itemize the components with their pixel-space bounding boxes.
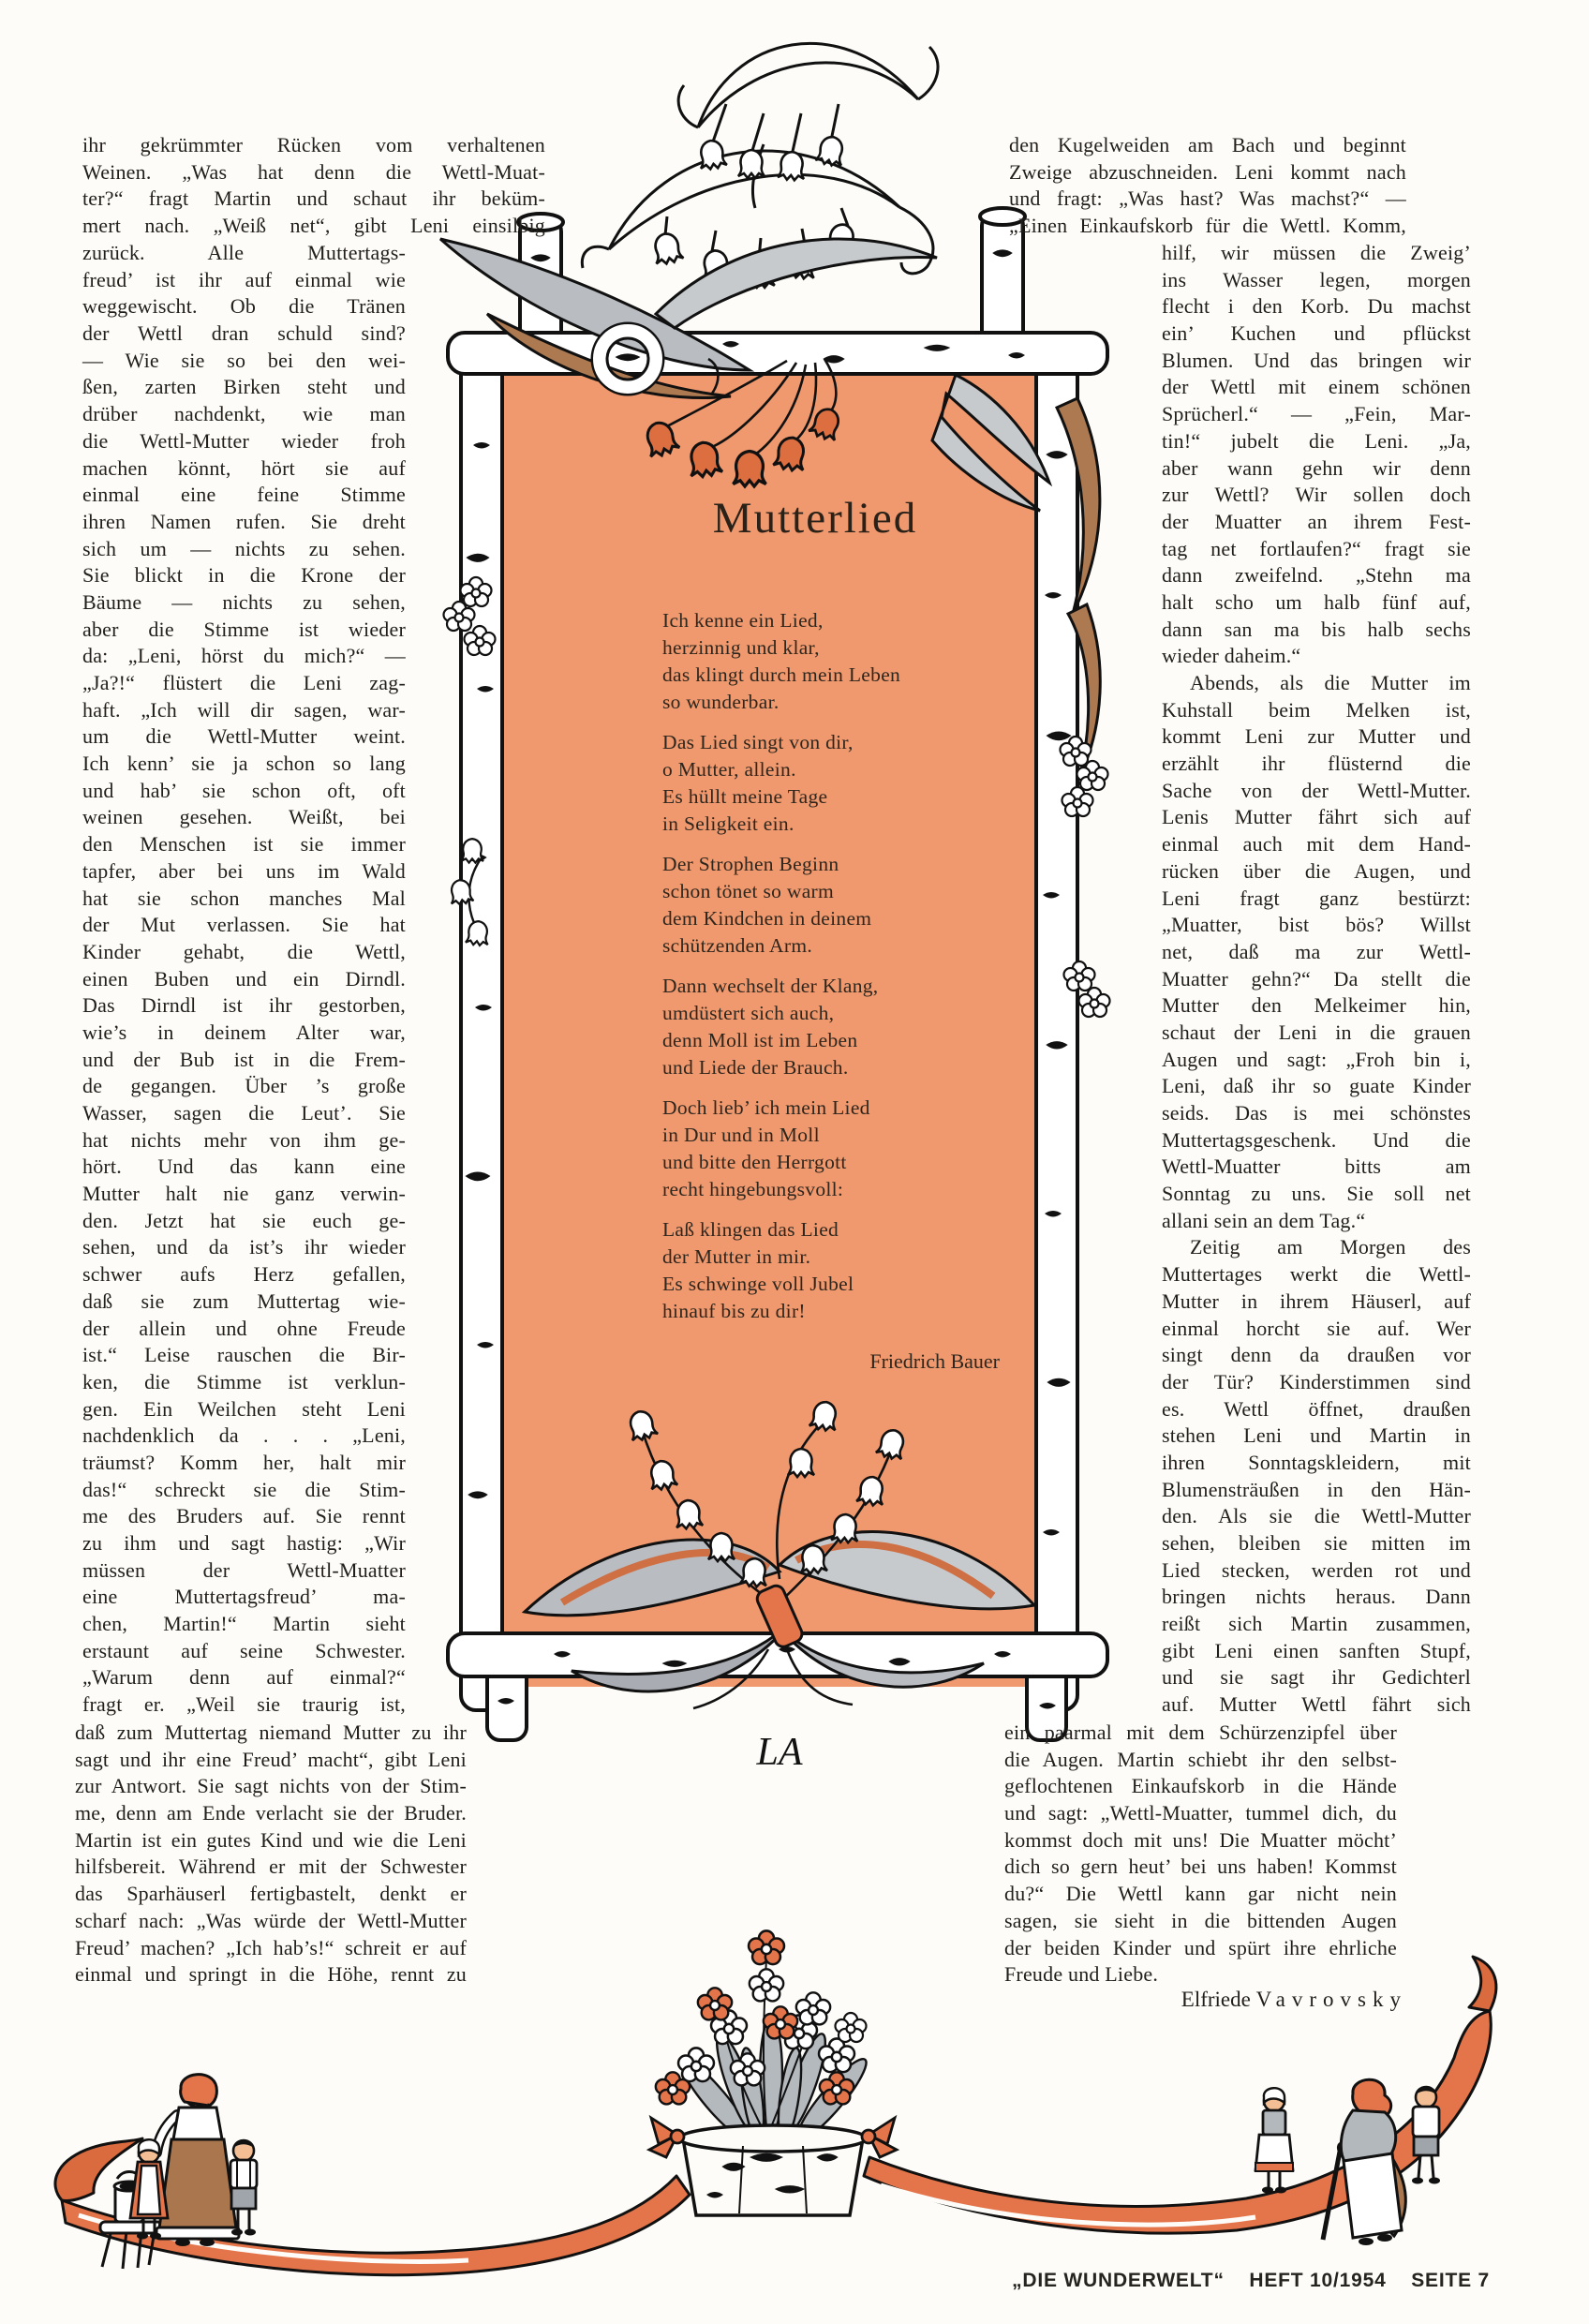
text-line: dich so gern heut’ bei uns haben! Kommst bbox=[1004, 1855, 1397, 1879]
text-line: einen Buben und ein Dirndl. bbox=[82, 966, 406, 991]
text-line: Lied stecken, werden rot und bbox=[1162, 1557, 1471, 1582]
text-line: Freude und Liebe. bbox=[1004, 1962, 1159, 1987]
story-author bbox=[1004, 1988, 1407, 2012]
text-line: der Wettl dran schuld sind? bbox=[82, 321, 406, 346]
text-line: träumst? Komm her, halt mir bbox=[82, 1450, 406, 1474]
text-line: „Einen Einkaufskorb für die Wettl. Komm, bbox=[1009, 214, 1406, 238]
text-line: Sprücherl.“ — „Fein, Mar- bbox=[1162, 402, 1471, 426]
footer-issue: HEFT 10/1954 bbox=[1249, 2270, 1387, 2291]
text-line: rücken über die Augen, und bbox=[1162, 858, 1471, 883]
text-line: dann zweifelnd. „Stehn ma bbox=[1162, 563, 1471, 588]
text-line: sehen, bleiben sie mitten im bbox=[1162, 1531, 1471, 1555]
text-line: ins Wasser legen, morgen bbox=[1162, 267, 1471, 291]
poem-line: Das Lied singt von dir, bbox=[662, 731, 854, 753]
text-line: Martin ist ein gutes Kind und wie die Leni bbox=[75, 1827, 467, 1852]
text-line: Kinder gehabt, die Wettl, bbox=[82, 939, 406, 963]
text-line: Sonntag zu uns. Sie soll net bbox=[1162, 1182, 1471, 1206]
text-line: Wasser, sagen die Leut’. Sie bbox=[82, 1101, 406, 1125]
text-line: freud’ ist ihr auf einmal wie bbox=[82, 267, 406, 291]
text-line: Mutter in ihrem Häuserl, auf bbox=[1162, 1289, 1471, 1313]
text-line: reißt sich Martin zusammen, bbox=[1162, 1612, 1471, 1636]
text-line: Augen und sagt: „Froh bin i, bbox=[1162, 1047, 1471, 1071]
footer-magazine-title: „DIE WUNDERWELT“ bbox=[1012, 2270, 1225, 2291]
text-line: schwer aufs Herz gefallen, bbox=[82, 1262, 406, 1287]
text-line: nachdenklich da . . . „Leni, bbox=[82, 1423, 406, 1448]
text-line: me, denn am Ende verlacht sie der Bruder. bbox=[75, 1801, 467, 1825]
text-line: einmal eine feine Stimme bbox=[82, 483, 406, 507]
story-author-last: Vavrovsky bbox=[1255, 1988, 1407, 2011]
poem-line: in Seligkeit ein. bbox=[662, 812, 794, 835]
text-line: und hab’ sie schon oft, oft bbox=[82, 778, 406, 802]
text-line: geflochtenen Einkaufskorb in die Hände bbox=[1004, 1774, 1397, 1798]
text-line: erzählt ihr flüsternd die bbox=[1162, 752, 1471, 776]
text-line: Leni fragt ganz bestürzt: bbox=[1162, 886, 1471, 910]
text-line: weggewischt. Ob die Tränen bbox=[82, 294, 406, 319]
text-line: singt denn da draußen vor bbox=[1162, 1343, 1471, 1367]
text-line: Freud’ machen? „Ich hab’s!“ schreit er auf bbox=[75, 1935, 467, 1959]
text-line: zur Antwort. Sie sagt nichts von der Stim- bbox=[75, 1774, 467, 1798]
text-line: ihren Namen rufen. Sie dreht bbox=[82, 509, 406, 533]
text-line: Leni, daß ihr so guate Kinder bbox=[1162, 1074, 1471, 1098]
text-line: das!“ schreckt sie die Stim- bbox=[82, 1477, 406, 1501]
text-line: eine Muttertagsfreud’ ma- bbox=[82, 1585, 406, 1609]
text-line: kommst doch mit uns! Die Muatter möcht’ bbox=[1004, 1827, 1397, 1852]
text-line: Sie blickt in die Krone der bbox=[82, 563, 406, 588]
poem-line: der Mutter in mir. bbox=[662, 1245, 811, 1268]
text-line: sehen, und da ist’s ihr wieder bbox=[82, 1235, 406, 1259]
poem-line: Dann wechselt der Klang, bbox=[662, 975, 879, 997]
poem-line: so wunderbar. bbox=[662, 691, 780, 713]
poem-stanza bbox=[662, 607, 1002, 716]
text-line: zur Wettl? Wir sollen doch bbox=[1162, 483, 1471, 507]
grandmother-figure bbox=[1323, 2079, 1405, 2245]
text-line: gen. Ein Weilchen steht Leni bbox=[82, 1396, 406, 1421]
poem-author: Friedrich Bauer bbox=[869, 1349, 1000, 1373]
text-line: schaut der Leni in die grauen bbox=[1162, 1020, 1471, 1044]
text-line: und fragt: „Was hast? Was machst?“ — bbox=[1009, 186, 1406, 211]
text-line: haft. „Ich will dir sagen, war- bbox=[82, 697, 406, 722]
poem-stanza bbox=[662, 1216, 1002, 1325]
text-line: der Muatter an ihrem Fest- bbox=[1162, 509, 1471, 533]
text-line: hat sie schon manches Mal bbox=[82, 886, 406, 910]
text-line: Abends, als die Mutter im bbox=[1190, 671, 1471, 694]
page-footer bbox=[661, 2270, 1490, 2292]
text-line: ihren Sonntagskleidern, mit bbox=[1162, 1450, 1471, 1474]
text-line: Zweige abzuschneiden. Leni kommt nach bbox=[1009, 159, 1406, 184]
text-line: erstaunt auf seine Schwester. bbox=[82, 1638, 406, 1662]
text-line: den. Jetzt hat sie euch ge- bbox=[82, 1208, 406, 1232]
text-line: auf. Mutter Wettl fährt sich bbox=[1162, 1692, 1471, 1717]
text-line: und der Bub ist in die Frem- bbox=[82, 1047, 406, 1071]
text-line: zurück. Alle Muttertags- bbox=[82, 241, 406, 264]
poem-body bbox=[662, 607, 1002, 1338]
text-line: es. Wettl öffnet, draußen bbox=[1162, 1396, 1471, 1421]
text-line: den. Als sie die Wettl-Mutter bbox=[1162, 1504, 1471, 1528]
story-column-right-bottom bbox=[1004, 1720, 1397, 1989]
boy-figure bbox=[1412, 2087, 1440, 2184]
text-line: machen könnt, hört sie auf bbox=[82, 455, 406, 480]
text-line: der allein und ohne Freude bbox=[82, 1316, 406, 1340]
text-line: hilfsbereit. Während er mit der Schwester bbox=[75, 1855, 467, 1879]
text-line: Muttertagsgeschenk. Und die bbox=[1162, 1127, 1471, 1152]
text-line: müssen der Wettl-Muatter bbox=[82, 1557, 406, 1582]
text-line: seids. Das is mei schönstes bbox=[1162, 1101, 1471, 1125]
text-line: Muatter gehn?“ Da stellt die bbox=[1162, 966, 1471, 991]
poem-line: Der Strophen Beginn bbox=[662, 853, 839, 875]
text-line: allani sein an dem Tag.“ bbox=[1162, 1208, 1366, 1232]
text-line: ßen, zarten Birken steht und bbox=[82, 375, 406, 399]
poem-line: umdüstert sich auch, bbox=[662, 1002, 835, 1024]
text-line: Mutter halt nie ganz verwin- bbox=[82, 1182, 406, 1206]
text-line: tin!“ jubelt die Leni. „Ja, bbox=[1162, 428, 1471, 453]
text-line: ein paarmal mit dem Schürzenzipfel über bbox=[1004, 1721, 1397, 1744]
text-line: de gegangen. Über ’s große bbox=[82, 1074, 406, 1098]
text-line: hilf, wir müssen die Zweig’ bbox=[1162, 241, 1471, 264]
text-line: das Sparhäuserl fertigbastelt, denkt er bbox=[75, 1882, 467, 1906]
poem-stanza bbox=[662, 1095, 1002, 1203]
text-line: halt scho um halb fünf auf, bbox=[1162, 589, 1471, 614]
text-line: die Wettl-Mutter wieder froh bbox=[82, 428, 406, 453]
text-line: tag net fortlaufen?“ fragt sie bbox=[1162, 536, 1471, 560]
text-line: daß zum Muttertag niemand Mutter zu ihr bbox=[75, 1721, 467, 1744]
text-line: bringen nichts heraus. Dann bbox=[1162, 1585, 1471, 1609]
basket-bow-right bbox=[862, 2118, 897, 2157]
text-line: scharf nach: „Was würde der Wettl-Mutter bbox=[75, 1908, 467, 1932]
text-line: wieder daheim.“ bbox=[1162, 644, 1301, 668]
poem-line: in Dur und in Moll bbox=[662, 1124, 820, 1146]
text-line: der Tür? Kinderstimmen sind bbox=[1162, 1369, 1471, 1393]
poem-line: Es hüllt meine Tage bbox=[662, 785, 828, 808]
poem-line: das klingt durch mein Leben bbox=[662, 663, 901, 686]
text-line: um die Wettl-Mutter weint. bbox=[82, 724, 406, 749]
poem-stanza bbox=[662, 851, 1002, 960]
text-line: Ich kenn’ sie ja schon so lang bbox=[82, 752, 406, 776]
text-line: den Menschen ist sie immer bbox=[82, 832, 406, 857]
text-line: kommt Leni zur Mutter und bbox=[1162, 724, 1471, 749]
text-line: fragt er. „Weil sie traurig ist, bbox=[82, 1692, 406, 1717]
poem-line: schon tönet so warm bbox=[662, 880, 835, 902]
text-line: wie’s in deinem Alter war, bbox=[82, 1020, 406, 1044]
text-line: daß sie zum Muttertag wie- bbox=[82, 1289, 406, 1313]
text-line: und sagt: „Wettl-Muatter, tummel dich, du bbox=[1004, 1801, 1397, 1825]
story-column-right bbox=[1162, 240, 1471, 1719]
text-line: sich um — nichts zu sehen. bbox=[82, 536, 406, 560]
text-line: aber wann gehn wir denn bbox=[1162, 455, 1471, 480]
text-line: me des Bruders auf. Sie rennt bbox=[82, 1504, 406, 1528]
poem-line: Laß klingen das Lied bbox=[662, 1218, 839, 1241]
stool bbox=[100, 2222, 162, 2269]
text-line: Bäume — nichts zu sehen, bbox=[82, 589, 406, 614]
mother-figure bbox=[156, 2075, 239, 2246]
poem-stanza bbox=[662, 973, 1002, 1081]
text-line: Sache von der Wettl-Mutter. bbox=[1162, 778, 1471, 802]
poem-line: herzinnig und klar, bbox=[662, 636, 820, 659]
poem-line: schützenden Arm. bbox=[662, 934, 813, 957]
text-line: und sie sagt ihr Gedichterl bbox=[1162, 1665, 1471, 1690]
text-line: der beiden Kinder und spürt ihre ehrliche bbox=[1004, 1935, 1397, 1959]
text-line: Lenis Mutter fährt sich auf bbox=[1162, 805, 1471, 829]
text-line: drüber nachdenkt, wie man bbox=[82, 402, 406, 426]
text-line: der Wettl mit einem schönen bbox=[1162, 375, 1471, 399]
text-line: ihr gekrümmter Rücken vom verhaltenen bbox=[82, 133, 545, 156]
text-line: Mutter den Melkeimer hin, bbox=[1162, 993, 1471, 1018]
text-line: zu ihm und sagt hastig: „Wir bbox=[82, 1531, 406, 1555]
text-line: ist.“ Leise rauschen die Bir- bbox=[82, 1343, 406, 1367]
text-line: Weinen. „Was hat denn die Wettl-Muat- bbox=[82, 159, 545, 184]
text-line: den Kugelweiden am Bach und beginnt bbox=[1009, 133, 1406, 156]
text-line: hat nichts mehr von ihm ge- bbox=[82, 1127, 406, 1152]
text-line: einmal und springt in die Höhe, rennt zu bbox=[75, 1962, 467, 1987]
basket-bow-left bbox=[649, 2118, 684, 2157]
text-line: der Mut verlassen. Sie hat bbox=[82, 913, 406, 937]
text-line: „Warum denn auf einmal?“ bbox=[82, 1665, 406, 1690]
flower-basket bbox=[649, 1930, 897, 2215]
text-line: Das Dirndl ist ihr gestorben, bbox=[82, 993, 406, 1018]
text-line: dann san ma bis halb sechs bbox=[1162, 617, 1471, 641]
text-line: die Augen. Martin schiebt ihr den selbst- bbox=[1004, 1747, 1397, 1771]
text-line: sagen, sie sieht in die bittenden Augen bbox=[1004, 1908, 1397, 1932]
poem-line: hinauf bis zu dir! bbox=[662, 1300, 806, 1322]
poem-line: Doch lieb’ ich mein Lied bbox=[662, 1096, 870, 1119]
text-line: stehen Leni und Martin in bbox=[1162, 1423, 1471, 1448]
text-line: ein’ Kuchen und pflückst bbox=[1162, 321, 1471, 346]
poem-stanza bbox=[662, 729, 1002, 838]
text-line: Wettl-Muatter bitts am bbox=[1162, 1155, 1471, 1179]
story-column-left-bottom bbox=[75, 1720, 467, 1989]
text-line: sagt und ihr eine Freud’ macht“, gibt Leni bbox=[75, 1747, 467, 1771]
text-line: Blumensträußen in den Hän- bbox=[1162, 1477, 1471, 1501]
text-line: Blumen. Und das bringen wir bbox=[1162, 348, 1471, 372]
text-line: gibt Leni einen sanften Stupf, bbox=[1162, 1638, 1471, 1662]
footer-page-number: SEITE 7 bbox=[1411, 2270, 1490, 2291]
text-line: „Muatter, bist bös? Willst bbox=[1162, 913, 1471, 937]
poem-line: und Liede der Brauch. bbox=[662, 1056, 849, 1079]
text-line: ter?“ fragt Martin und schaut ihr beküm- bbox=[82, 186, 545, 211]
poem-line: Es schwinge voll Jubel bbox=[662, 1273, 854, 1295]
poem-line: recht hingebungsvoll: bbox=[662, 1178, 844, 1200]
text-line: tapfer, aber bei uns im Wald bbox=[82, 858, 406, 883]
text-line: „Ja?!“ flüstert die Leni zag- bbox=[82, 671, 406, 694]
text-line: flecht i den Korb. Du machst bbox=[1162, 294, 1471, 319]
text-line: Zeitig am Morgen des bbox=[1190, 1235, 1471, 1259]
poem-line: o Mutter, allein. bbox=[662, 758, 796, 781]
text-line: net, daß ma zur Wettl- bbox=[1162, 939, 1471, 963]
poem-line: und bitte den Herrgott bbox=[662, 1151, 847, 1173]
story-author-first: Elfriede bbox=[1181, 1988, 1251, 2011]
girl-figure bbox=[1255, 2088, 1293, 2193]
text-line: einmal horcht sie auf. Wer bbox=[1162, 1316, 1471, 1340]
text-line: mert nach. „Weiß net“, gibt Leni einsilbig bbox=[82, 214, 545, 238]
poem-line: Ich kenne ein Lied, bbox=[662, 609, 824, 632]
text-line: Kuhstall beim Melken ist, bbox=[1162, 697, 1471, 722]
text-line: ken, die Stimme ist verklun- bbox=[82, 1369, 406, 1393]
text-line: weinen gesehen. Weißt, bei bbox=[82, 805, 406, 829]
text-line: da: „Leni, hörst du mich?“ — bbox=[82, 644, 406, 668]
poem-title: Mutterlied bbox=[712, 494, 918, 543]
poem-line: denn Moll ist im Leben bbox=[662, 1029, 858, 1051]
text-line: du?“ Die Wettl kann gar nicht nein bbox=[1004, 1882, 1397, 1906]
text-line: aber die Stimme ist wieder bbox=[82, 617, 406, 641]
poem-line: dem Kindchen in deinem bbox=[662, 907, 872, 930]
story-column-left bbox=[82, 240, 406, 1719]
story-column-right-top bbox=[1009, 132, 1406, 240]
text-line: Muttertages werkt die Wettl- bbox=[1162, 1262, 1471, 1287]
text-line: einmal auch mit dem Hand- bbox=[1162, 832, 1471, 857]
story-column-left-top bbox=[82, 132, 545, 240]
text-line: chen, Martin!“ Martin sieht bbox=[82, 1612, 406, 1636]
text-line: hört. Und das kann eine bbox=[82, 1155, 406, 1179]
text-line: — Wie sie so bei den wei- bbox=[82, 348, 406, 372]
artist-monogram: LA bbox=[756, 1731, 803, 1774]
